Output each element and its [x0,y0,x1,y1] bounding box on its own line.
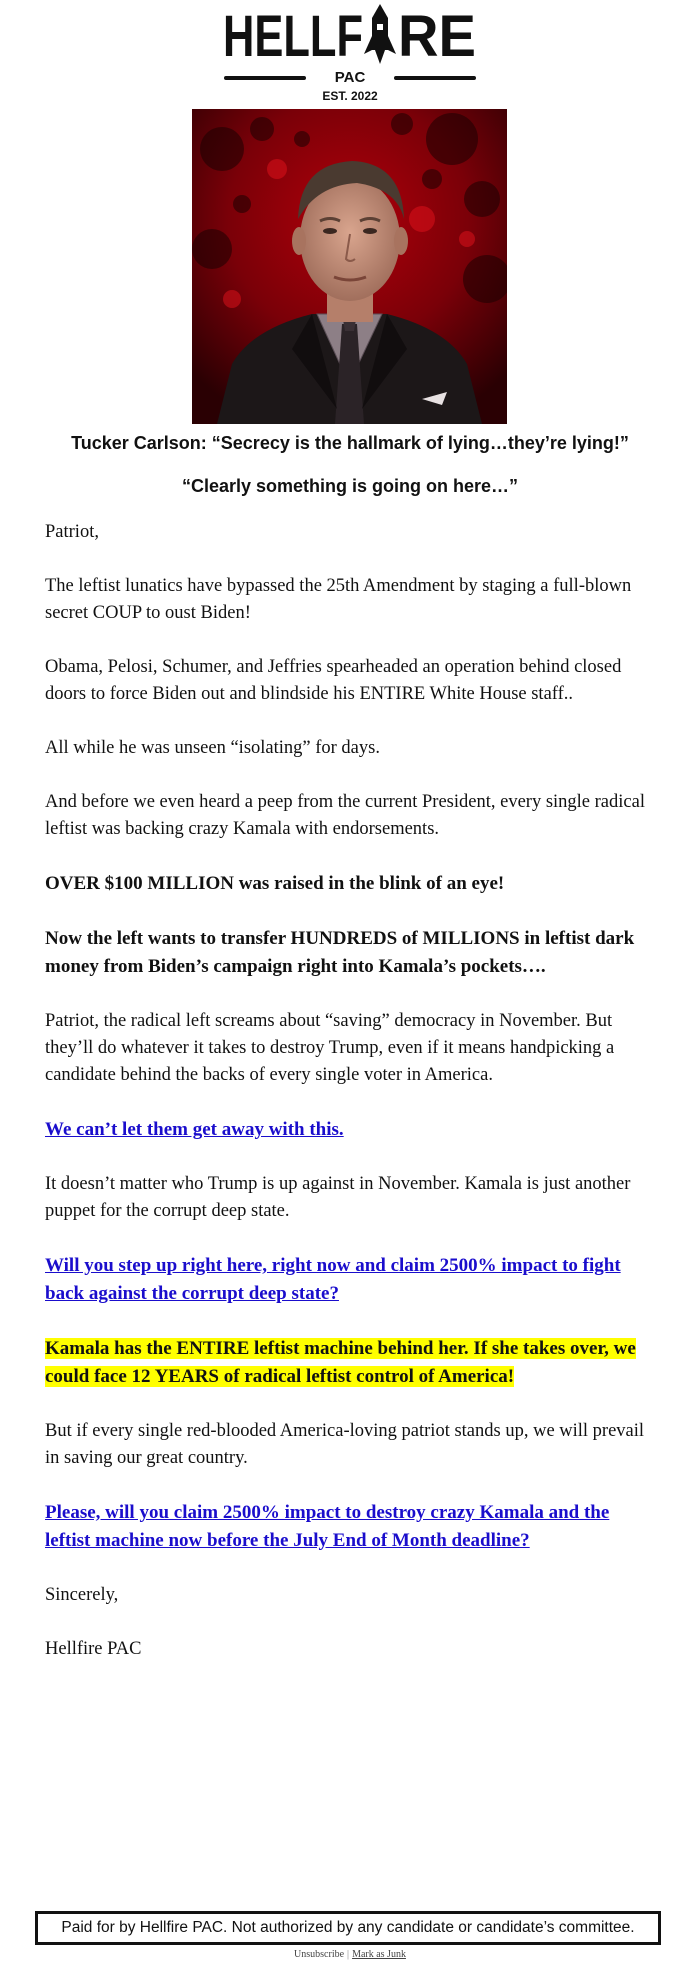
highlight-paragraph [45,1335,657,1391]
body-paragraph-1: The leftist lunatics have bypassed the 25th Amendment by staging a full-blown secret COUP to oust Biden! [45,576,632,623]
logo-subtitle: PAC [334,69,366,86]
logo-established: EST. 2022 [322,89,378,103]
body-paragraph-7: Patriot, the radical left screams about “saving” democracy in November. But they’ll do whatever it takes to destroy Trump, even if it means handpicking a candidate behind the backs of every single voter in America. [45,1011,615,1085]
link-paragraph-2 [45,1252,657,1308]
donate-link-3[interactable]: Please, will you claim 2500% impact to destroy crazy Kamala and the leftist machine now before the July End of Month deadline? [45,1502,610,1551]
logo-rule-right [394,76,476,80]
logo-name-part-1: HELLF [223,4,363,69]
body-paragraph-6-bold: Now the left wants to transfer HUNDREDS of MILLIONS in leftist dark money from Biden’s campaign right into Kamala’s pockets…. [45,928,635,977]
logo-rule-left [224,76,306,80]
signature: Hellfire PAC [45,1639,142,1659]
unsubscribe-link[interactable]: Unsubscribe [294,1949,345,1960]
highlighted-text: Kamala has the ENTIRE leftist machine behind her. If she takes over, we could face 12 YEARS of radical leftist control of America! [45,1338,636,1387]
body-paragraph-3: All while he was unseen “isolating” for days. [45,738,380,758]
body-paragraph-4: And before we even heard a peep from the current President, every single radical leftist was backing crazy Kamala with endorsements. [45,792,645,839]
rocket-icon [364,4,396,64]
logo-name-part-2: RE [398,4,476,69]
body-paragraph-2: Obama, Pelosi, Schumer, and Jeffries spearheaded an operation behind closed doors to force Biden out and blindside his ENTIRE White House staff.. [45,657,622,704]
mark-as-junk-link[interactable]: Mark as Junk [352,1949,406,1960]
headline-quote: Tucker Carlson: “Secrecy is the hallmark of lying…they’re lying!” [71,433,629,453]
greeting: Patriot, [45,522,99,542]
body-paragraph-9: But if every single red-blooded America-loving patriot stands up, we will prevail in saving our great country. [45,1421,645,1468]
footer-links [0,1949,700,1960]
email-body [45,519,657,1690]
portrait-illustration [192,109,507,424]
body-paragraph-8: It doesn’t matter who Trump is up against in November. Kamala is just another puppet for the corrupt deep state. [45,1174,631,1221]
tucker-carlson-photo [192,109,507,424]
hellfire-pac-logo [0,2,700,106]
body-paragraph-5-bold: OVER $100 MILLION was raised in the blink of an eye! [45,873,505,894]
closing: Sincerely, [45,1585,119,1605]
donate-link-2[interactable]: Will you step up right here, right now and claim 2500% impact to fight back against the corrupt deep state? [45,1255,621,1304]
donate-link-1[interactable]: We can’t let them get away with this. [45,1119,344,1140]
paid-for-disclaimer: Paid for by Hellfire PAC. Not authorized by any candidate or candidate’s committee. [35,1911,661,1945]
footer-separator: | [347,1949,350,1960]
link-paragraph-3 [45,1499,657,1555]
link-paragraph-1 [45,1116,657,1144]
logo-graphic [220,2,480,106]
sub-quote: “Clearly something is going on here…” [181,476,519,496]
